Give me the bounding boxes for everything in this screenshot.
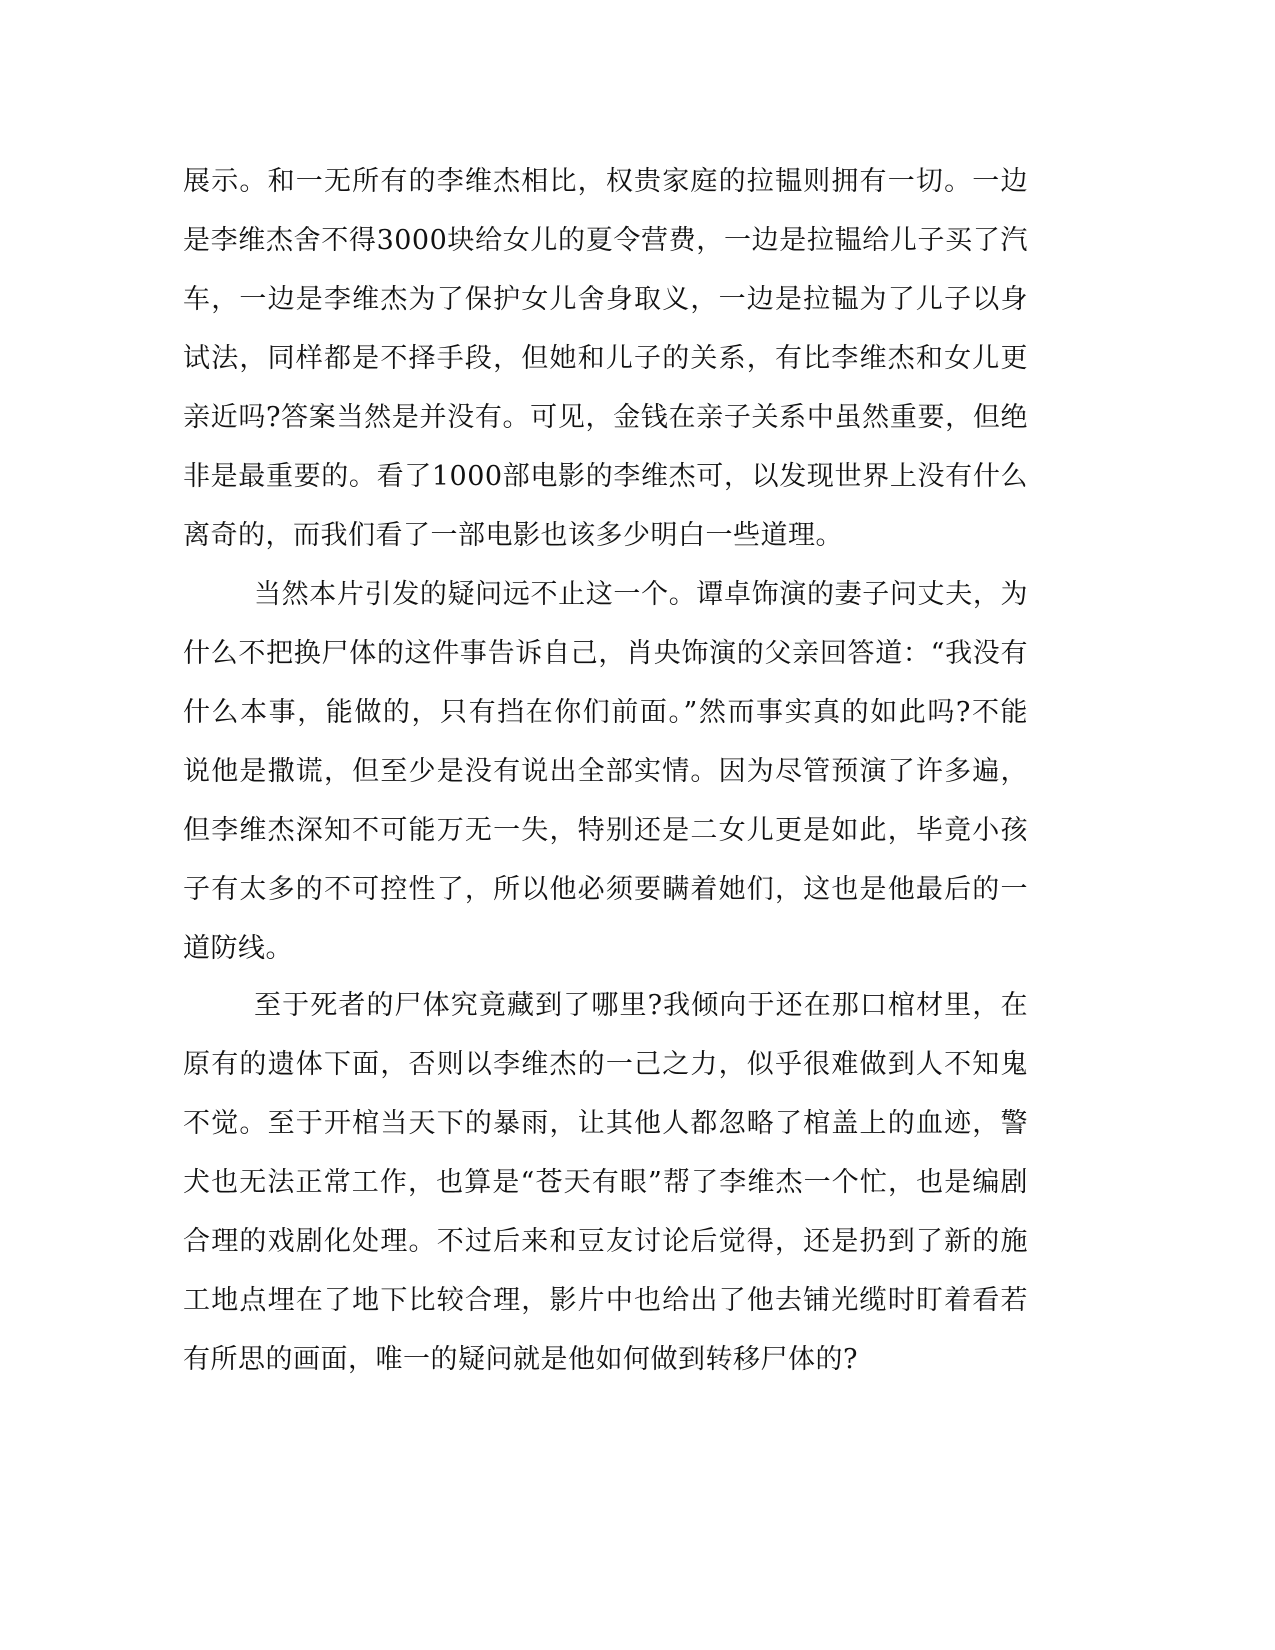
paragraph-line: 不觉。至于开棺当天下的暴雨，让其他人都忽略了棺盖上的血迹，警 (183, 1108, 1028, 1139)
paragraph-line: 亲近吗?答案当然是并没有。可见，金钱在亲子关系中虽然重要，但绝 (183, 402, 1028, 433)
paragraph-line: 至于死者的尸体究竟藏到了哪里?我倾向于还在那口棺材里，在 (254, 990, 1028, 1021)
paragraph-2 (183, 565, 1028, 978)
paragraph-line: 子有太多的不可控性了，所以他必须要瞒着她们，这也是他最后的一 (183, 874, 1028, 905)
paragraph-line: 试法，同样都是不择手段，但她和儿子的关系，有比李维杰和女儿更 (183, 343, 1028, 374)
paragraph-line: 什么本事，能做的，只有挡在你们前面。”然而事实真的如此吗?不能 (183, 697, 1028, 728)
paragraph-line: 犬也无法正常工作，也算是“苍天有眼”帮了李维杰一个忙，也是编剧 (183, 1167, 1028, 1198)
paragraph-line: 道防线。 (183, 933, 293, 964)
paragraph-line: 工地点埋在了地下比较合理，影片中也给出了他去铺光缆时盯着看若 (183, 1285, 1028, 1316)
paragraph-line: 是李维杰舍不得3000块给女儿的夏令营费，一边是拉韫给儿子买了汽 (183, 225, 1028, 256)
paragraph-line: 非是最重要的。看了1000部电影的李维杰可，以发现世界上没有什么 (183, 461, 1028, 492)
paragraph-line: 原有的遗体下面，否则以李维杰的一己之力，似乎很难做到人不知鬼 (183, 1049, 1028, 1080)
paragraph-line: 离奇的，而我们看了一部电影也该多少明白一些道理。 (183, 520, 843, 551)
paragraph-line: 当然本片引发的疑问远不止这一个。谭卓饰演的妻子问丈夫，为 (254, 579, 1028, 610)
paragraph-line: 合理的戏剧化处理。不过后来和豆友讨论后觉得，还是扔到了新的施 (183, 1226, 1028, 1257)
paragraph-line: 但李维杰深知不可能万无一失，特别还是二女儿更是如此，毕竟小孩 (183, 815, 1028, 846)
paragraph-line: 有所思的画面，唯一的疑问就是他如何做到转移尸体的? (183, 1344, 858, 1375)
paragraph-1 (183, 152, 1028, 565)
paragraph-line: 展示。和一无所有的李维杰相比，权贵家庭的拉韫则拥有一切。一边 (183, 166, 1028, 197)
paragraph-line: 什么不把换尸体的这件事告诉自己，肖央饰演的父亲回答道：“我没有 (183, 638, 1028, 669)
paragraph-3 (183, 976, 1028, 1389)
paragraph-line: 车，一边是李维杰为了保护女儿舍身取义，一边是拉韫为了儿子以身 (183, 284, 1028, 315)
paragraph-line: 说他是撒谎，但至少是没有说出全部实情。因为尽管预演了许多遍， (183, 756, 1028, 787)
